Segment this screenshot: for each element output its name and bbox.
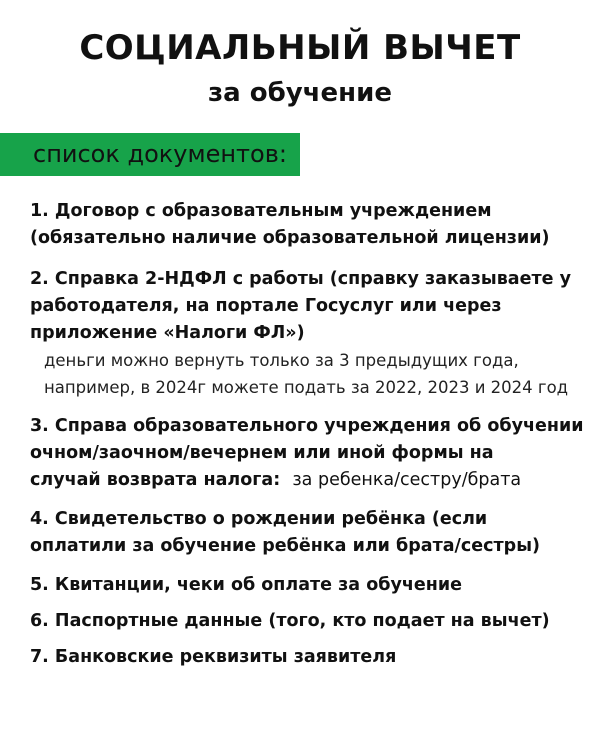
list-item-text: оплатили за обучение ребёнка или брата/сестры) [30,536,541,556]
list-item-text: 3. Справа образовательного учреждения об обучении [30,416,584,436]
list-item-text: 7. Банковские реквизиты заявителя [30,647,397,667]
list-item-text: случай возврата налога: [30,470,281,490]
list-item-7 [30,644,590,671]
document-list [30,198,590,671]
list-item-text: работодателя, на портале Госуслуг или через [30,296,502,316]
list-item-text: 2. Справка 2-НДФЛ с работы (справку заказываете у [30,269,571,289]
list-item-6 [30,608,590,635]
list-item-text-with-note [30,467,590,494]
list-item-note: например, в 2024г можете подать за 2022, 2023 и 2024 год [44,378,569,397]
list-item-text: приложение «Налоги ФЛ») [30,323,305,343]
list-item-3 [30,413,590,494]
list-item-text: 5. Квитанции, чеки об оплате за обучение [30,575,462,595]
page-title: СОЦИАЛЬНЫЙ ВЫЧЕТ [79,28,521,68]
list-item-1 [30,198,590,252]
list-item-text: 6. Паспортные данные (того, кто подает на вычет) [30,611,550,631]
section-banner [0,133,300,176]
list-item-note: деньги можно вернуть только за 3 предыдущих года, [44,351,519,370]
list-item-4 [30,506,590,560]
list-item-2 [30,266,590,401]
list-item-inline-note: за ребенка/сестру/брата [292,470,522,490]
list-item-5 [30,572,590,599]
page-subtitle: за обучение [208,78,392,108]
list-item-text: (обязательно наличие образовательной лицензии) [30,228,550,248]
section-banner-label: список документов: [33,140,287,168]
list-item-text: 1. Договор с образовательным учреждением [30,201,492,221]
list-item-text: очном/заочном/вечернем или иной формы на [30,443,494,463]
list-item-text: 4. Свидетельство о рождении ребёнка (если [30,509,488,529]
